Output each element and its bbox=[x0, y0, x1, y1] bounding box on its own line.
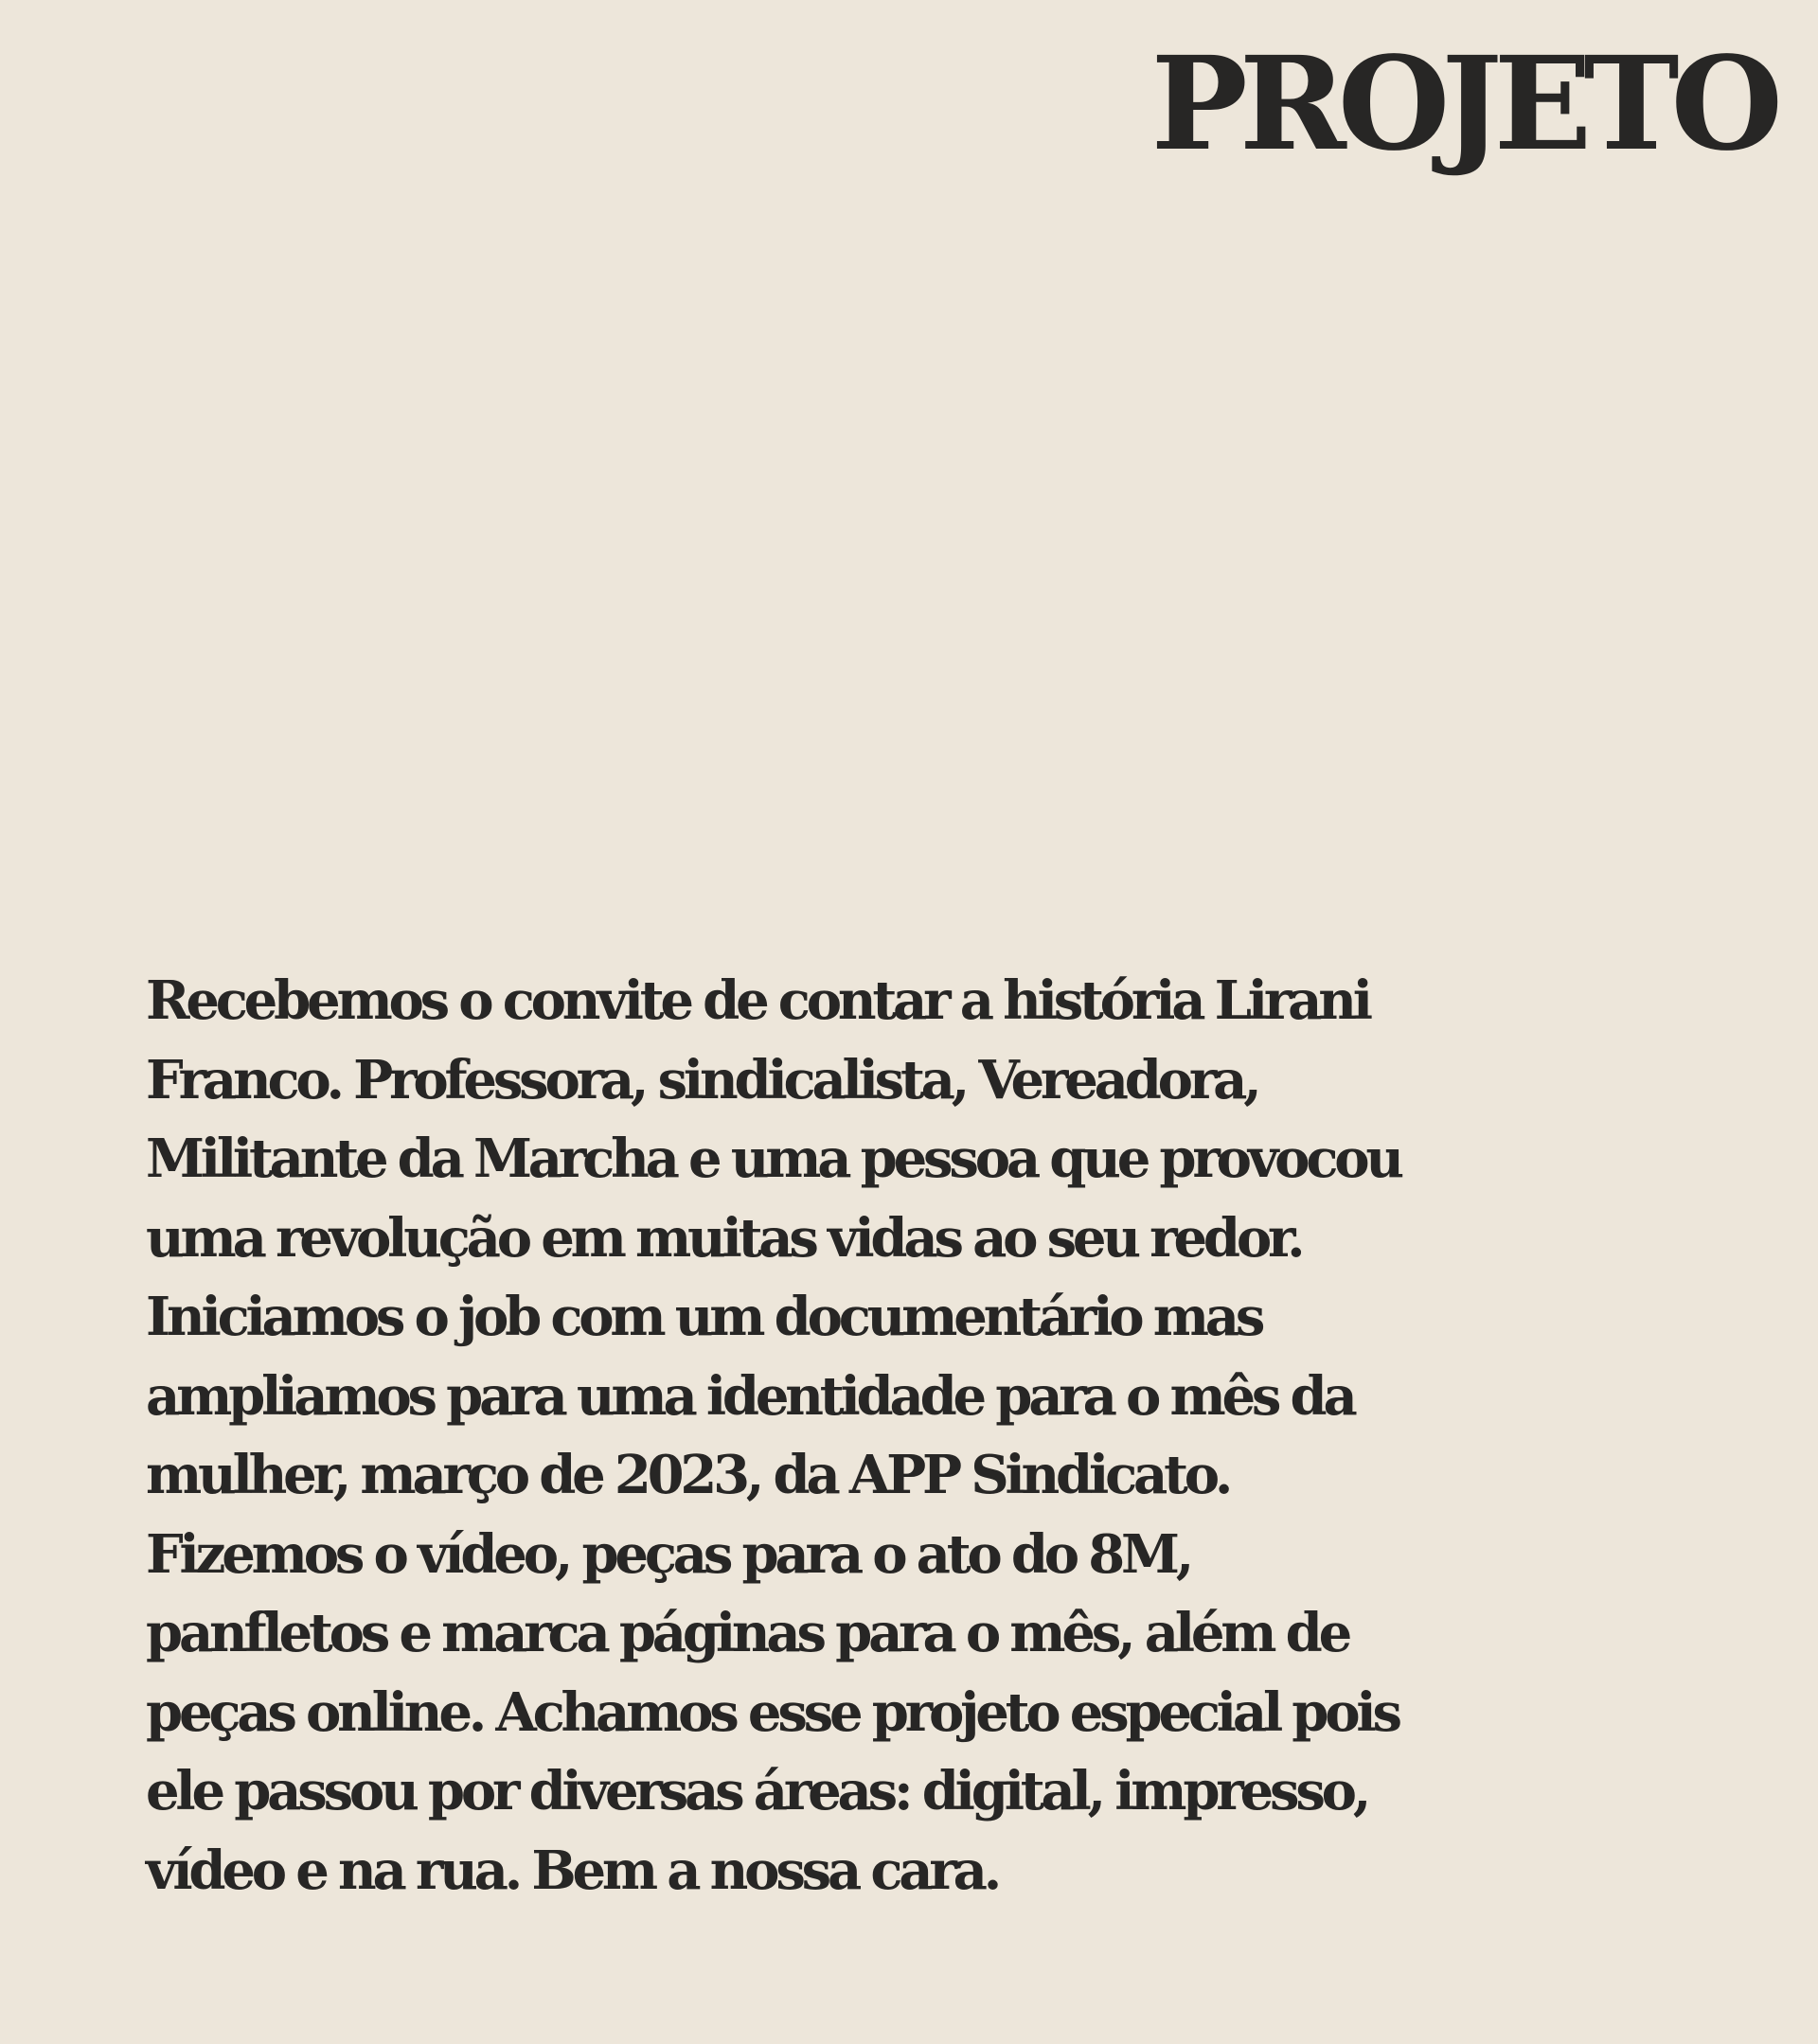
description-line: peças online. Achamos esse projeto especial pois bbox=[146, 1680, 1399, 1744]
description-line: Militante da Marcha e uma pessoa que provocou bbox=[146, 1128, 1400, 1190]
description-line: vídeo e na rua. Bem a nossa cara. bbox=[146, 1839, 999, 1902]
description-line: ampliamos para uma identidade para o mês da bbox=[146, 1364, 1354, 1428]
description-line: Recebemos o convite de contar a história Lirani bbox=[146, 969, 1369, 1032]
description-line: panfletos e marca páginas para o mês, além de bbox=[146, 1602, 1349, 1664]
description-line: Fizemos o vídeo, peças para o ato do 8M, bbox=[146, 1522, 1191, 1586]
description-line: uma revolução em muitas vidas ao seu redor. bbox=[146, 1206, 1302, 1270]
description-line: ele passou por diversas áreas: digital, impresso, bbox=[146, 1760, 1368, 1822]
project-description bbox=[146, 962, 1400, 1911]
description-line: mulher, março de 2023, da APP Sindicato. bbox=[146, 1444, 1230, 1506]
description-line: Franco. Professora, sindicalista, Vereadora, bbox=[146, 1048, 1258, 1111]
description-line: Iniciamos o job com um documentário mas bbox=[146, 1286, 1262, 1348]
page-title: PROJETO bbox=[1150, 28, 1774, 180]
